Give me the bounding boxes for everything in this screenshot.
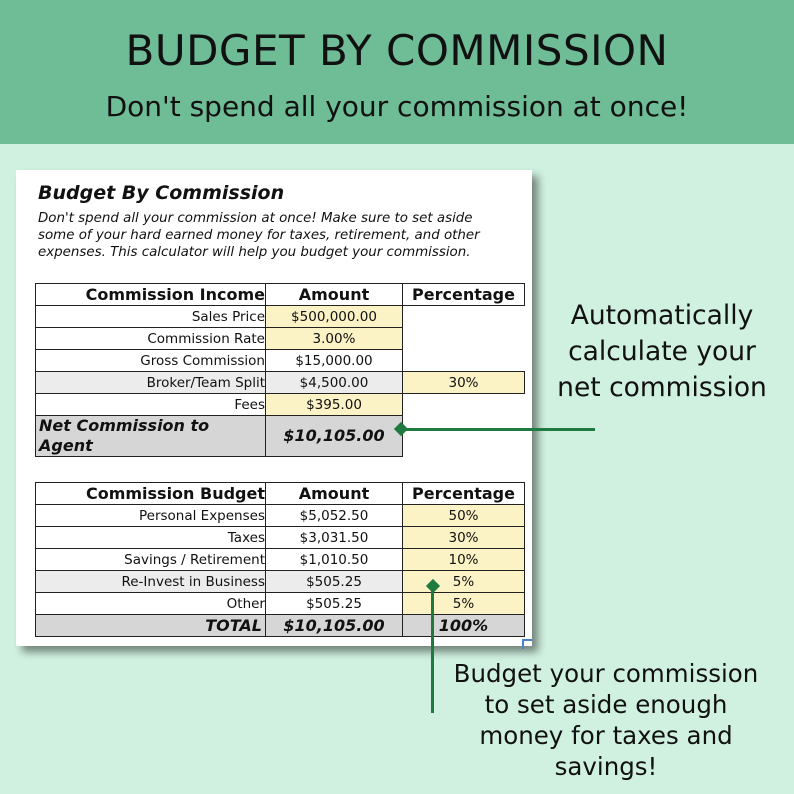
amount-cell: $3,031.50 (266, 527, 403, 549)
row-label: Re-Invest in Business (36, 571, 266, 593)
row-label: Sales Price (36, 306, 266, 328)
split-percentage-input[interactable]: 30% (403, 372, 525, 394)
empty-cell (403, 394, 525, 416)
table-row (36, 505, 525, 527)
percentage-input[interactable]: 30% (403, 527, 525, 549)
amount-cell: $1,010.50 (266, 549, 403, 571)
table-row (36, 593, 525, 615)
table-row (36, 328, 525, 350)
callout-line: Budget your commission (453, 659, 759, 688)
empty-cell (403, 306, 525, 328)
header-banner (0, 0, 794, 144)
column-header: Commission Income (36, 284, 266, 306)
sheet-description: Don't spend all your commission at once! Make sure to set aside some of your hard earned money for taxes, retirement, and other expenses. This calculator will help you budget your commission. (38, 211, 480, 260)
amount-cell: $505.25 (266, 571, 403, 593)
commission-rate-input[interactable]: 3.00% (266, 328, 403, 350)
percentage-input[interactable]: 5% (403, 593, 525, 615)
empty-cell (403, 350, 525, 372)
percentage-input[interactable]: 10% (403, 549, 525, 571)
table-row (36, 549, 525, 571)
empty-cell (403, 416, 525, 457)
column-header: Percentage (403, 483, 525, 505)
column-header: Commission Budget (36, 483, 266, 505)
row-label: Taxes (36, 527, 266, 549)
banner-title: BUDGET BY COMMISSION (125, 26, 669, 75)
sales-price-input[interactable]: $500,000.00 (266, 306, 403, 328)
table-header-row (36, 284, 525, 306)
amount-cell: $505.25 (266, 593, 403, 615)
callout-line: to set aside enough (484, 690, 728, 719)
cell-selection-handle (522, 639, 532, 649)
row-label: Fees (36, 394, 266, 416)
fees-input[interactable]: $395.00 (266, 394, 403, 416)
row-label: Personal Expenses (36, 505, 266, 527)
table-row (36, 306, 525, 328)
row-label: Gross Commission (36, 350, 266, 372)
table-row (36, 350, 525, 372)
net-commission-callout (544, 298, 780, 406)
table-row (36, 527, 525, 549)
column-header: Amount (266, 284, 403, 306)
row-label: Commission Rate (36, 328, 266, 350)
net-commission-label: Net Commission to Agent (36, 416, 266, 457)
table-header-row (36, 483, 525, 505)
amount-cell: $15,000.00 (266, 350, 403, 372)
percentage-input[interactable]: 50% (403, 505, 525, 527)
row-label: Other (36, 593, 266, 615)
total-label: TOTAL (36, 615, 266, 637)
empty-cell (403, 328, 525, 350)
budget-callout (444, 658, 768, 782)
column-header: Percentage (403, 284, 525, 306)
callout-line: calculate your (568, 336, 756, 367)
amount-cell: $5,052.50 (266, 505, 403, 527)
table-row (36, 372, 525, 394)
commission-budget-table (35, 482, 525, 637)
callout-line: net commission (557, 372, 767, 403)
table-row (36, 394, 525, 416)
net-commission-connector-line (402, 428, 595, 431)
total-amount: $10,105.00 (266, 615, 403, 637)
sheet-title: Budget By Commission (38, 182, 285, 204)
column-header: Amount (266, 483, 403, 505)
percentage-input[interactable]: 5% (403, 571, 525, 593)
total-percentage: 100% (403, 615, 525, 637)
callout-line: money for taxes and (479, 721, 733, 750)
banner-subtitle: Don't spend all your commission at once! (105, 90, 689, 123)
net-commission-amount: $10,105.00 (266, 416, 403, 457)
table-row (36, 571, 525, 593)
spreadsheet-preview (16, 170, 532, 646)
callout-line: Automatically (570, 300, 754, 331)
amount-cell: $4,500.00 (266, 372, 403, 394)
budget-connector-line (431, 587, 434, 713)
callout-line: savings! (554, 752, 658, 781)
row-label: Broker/Team Split (36, 372, 266, 394)
total-row (36, 615, 525, 637)
row-label: Savings / Retirement (36, 549, 266, 571)
total-row (36, 416, 525, 457)
